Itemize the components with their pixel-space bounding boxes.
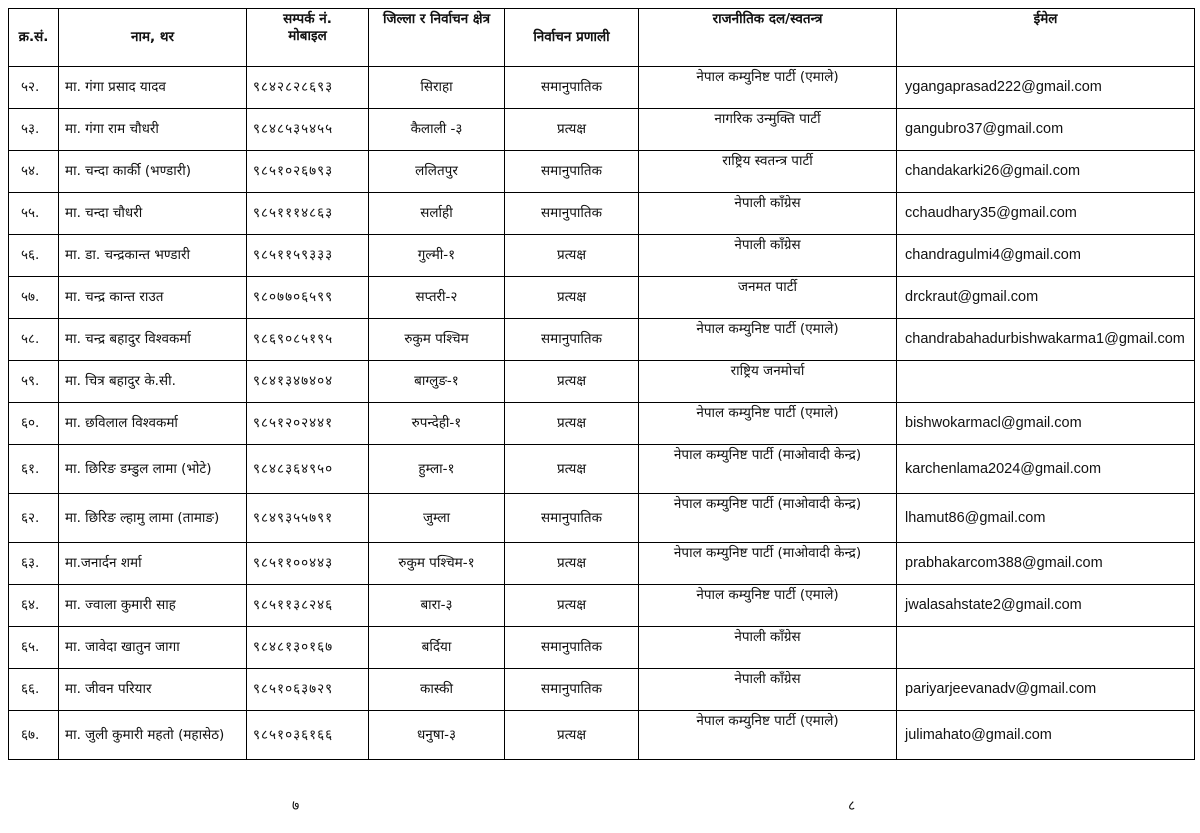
election-system-cell: समानुपातिक <box>505 494 639 543</box>
serial-cell: ६७. <box>9 711 59 760</box>
name-cell: मा. छिरिङ ल्हामु लामा (तामाङ) <box>59 494 247 543</box>
header-serial: क्र.सं. <box>9 9 59 67</box>
email-cell: julimahato@gmail.com <box>897 711 1195 760</box>
email-cell: chandakarki26@gmail.com <box>897 151 1195 193</box>
district-cell: रुकुम पश्चिम <box>369 319 505 361</box>
phone-cell: ९८५११००४४३ <box>247 543 369 585</box>
election-system-cell: प्रत्यक्ष <box>505 445 639 494</box>
district-cell: कैलाली -३ <box>369 109 505 151</box>
serial-cell: ५६. <box>9 235 59 277</box>
table-body <box>9 67 1195 760</box>
party-cell: नेपाल कम्युनिष्ट पार्टी (माओवादी केन्द्र) <box>639 543 897 585</box>
email-cell: bishwokarmacl@gmail.com <box>897 403 1195 445</box>
party-cell: नेपाल कम्युनिष्ट पार्टी (माओवादी केन्द्र) <box>639 445 897 494</box>
table-row <box>9 445 1195 494</box>
header-contact-line1: सम्पर्क नं. <box>283 11 332 27</box>
party-cell: नेपाल कम्युनिष्ट पार्टी (एमाले) <box>639 67 897 109</box>
phone-cell: ९८६९०८५१९५ <box>247 319 369 361</box>
serial-cell: ५८. <box>9 319 59 361</box>
name-cell: मा. गंगा राम चौधरी <box>59 109 247 151</box>
header-party: राजनीतिक दल/स्वतन्त्र <box>639 9 897 67</box>
email-cell: karchenlama2024@gmail.com <box>897 445 1195 494</box>
table-row <box>9 67 1195 109</box>
election-system-cell: समानुपातिक <box>505 669 639 711</box>
district-cell: हुम्ला-१ <box>369 445 505 494</box>
district-cell: गुल्मी-१ <box>369 235 505 277</box>
serial-cell: ६४. <box>9 585 59 627</box>
name-cell: मा. जावेदा खातुन जागा <box>59 627 247 669</box>
name-cell: मा. चित्र बहादुर के.सी. <box>59 361 247 403</box>
party-cell: नेपाल कम्युनिष्ट पार्टी (एमाले) <box>639 585 897 627</box>
party-cell: नेपाल कम्युनिष्ट पार्टी (एमाले) <box>639 403 897 445</box>
table-row <box>9 361 1195 403</box>
name-cell: मा. चन्द्र कान्त राउत <box>59 277 247 319</box>
email-cell: gangubro37@gmail.com <box>897 109 1195 151</box>
email-cell: drckraut@gmail.com <box>897 277 1195 319</box>
email-cell <box>897 361 1195 403</box>
serial-cell: ६३. <box>9 543 59 585</box>
district-cell: सर्लाही <box>369 193 505 235</box>
email-cell <box>897 627 1195 669</box>
email-cell: jwalasahstate2@gmail.com <box>897 585 1195 627</box>
table-row <box>9 319 1195 361</box>
election-system-cell: प्रत्यक्ष <box>505 109 639 151</box>
table-row <box>9 494 1195 543</box>
serial-cell: ५२. <box>9 67 59 109</box>
phone-cell: ९८४१३४७४०४ <box>247 361 369 403</box>
district-cell: रुकुम पश्चिम-१ <box>369 543 505 585</box>
phone-cell: ९८०७७०६५९९ <box>247 277 369 319</box>
table-row <box>9 151 1195 193</box>
election-system-cell: प्रत्यक्ष <box>505 403 639 445</box>
name-cell: मा. छिरिङ डम्डुल लामा (भोटे) <box>59 445 247 494</box>
email-cell: lhamut86@gmail.com <box>897 494 1195 543</box>
phone-cell: ९८४८५३५४५५ <box>247 109 369 151</box>
district-cell: सिराहा <box>369 67 505 109</box>
phone-cell: ९८५११५९३३३ <box>247 235 369 277</box>
election-system-cell: समानुपातिक <box>505 151 639 193</box>
name-cell: मा. डा. चन्द्रकान्त भण्डारी <box>59 235 247 277</box>
table-row <box>9 543 1195 585</box>
email-cell: ygangaprasad222@gmail.com <box>897 67 1195 109</box>
table-row <box>9 627 1195 669</box>
district-cell: ललितपुर <box>369 151 505 193</box>
district-cell: बारा-३ <box>369 585 505 627</box>
header-contact <box>247 9 369 67</box>
party-cell: जनमत पार्टी <box>639 277 897 319</box>
table-row <box>9 109 1195 151</box>
members-table <box>8 8 1195 760</box>
members-contact-sheet <box>8 8 1195 760</box>
name-cell: मा. छविलाल विश्वकर्मा <box>59 403 247 445</box>
header-row <box>9 9 1195 67</box>
party-cell: नेपाल कम्युनिष्ट पार्टी (एमाले) <box>639 319 897 361</box>
page-number-right: ८ <box>848 798 856 814</box>
email-cell: chandragulmi4@gmail.com <box>897 235 1195 277</box>
election-system-cell: प्रत्यक्ष <box>505 711 639 760</box>
serial-cell: ६०. <box>9 403 59 445</box>
phone-cell: ९८५१२०२४४१ <box>247 403 369 445</box>
name-cell: मा. चन्द्र बहादुर विश्वकर्मा <box>59 319 247 361</box>
table-row <box>9 669 1195 711</box>
party-cell: राष्ट्रिय जनमोर्चा <box>639 361 897 403</box>
election-system-cell: समानुपातिक <box>505 193 639 235</box>
party-cell: नेपाल कम्युनिष्ट पार्टी (एमाले) <box>639 711 897 760</box>
district-cell: कास्की <box>369 669 505 711</box>
election-system-cell: समानुपातिक <box>505 67 639 109</box>
name-cell: मा.जनार्दन शर्मा <box>59 543 247 585</box>
district-cell: रुपन्देही-१ <box>369 403 505 445</box>
table-row <box>9 235 1195 277</box>
party-cell: राष्ट्रिय स्वतन्त्र पार्टी <box>639 151 897 193</box>
party-cell: नेपाल कम्युनिष्ट पार्टी (माओवादी केन्द्र) <box>639 494 897 543</box>
district-cell: बाग्लुङ-१ <box>369 361 505 403</box>
header-district: जिल्ला र निर्वाचन क्षेत्र <box>369 9 505 67</box>
party-cell: नेपाली काँग्रेस <box>639 669 897 711</box>
header-contact-line2: मोबाइल <box>288 28 327 44</box>
election-system-cell: प्रत्यक्ष <box>505 543 639 585</box>
district-cell: धनुषा-३ <box>369 711 505 760</box>
table-row <box>9 403 1195 445</box>
name-cell: मा. जीवन परियार <box>59 669 247 711</box>
email-cell: prabhakarcom388@gmail.com <box>897 543 1195 585</box>
district-cell: बर्दिया <box>369 627 505 669</box>
table-header <box>9 9 1195 67</box>
email-cell: chandrabahadurbishwakarma1@gmail.com <box>897 319 1195 361</box>
party-cell: नागरिक उन्मुक्ति पार्टी <box>639 109 897 151</box>
election-system-cell: समानुपातिक <box>505 627 639 669</box>
phone-cell: ९८५११३८२४६ <box>247 585 369 627</box>
serial-cell: ५५. <box>9 193 59 235</box>
serial-cell: ५४. <box>9 151 59 193</box>
phone-cell: ९८५१०३६१६६ <box>247 711 369 760</box>
name-cell: मा. ज्वाला कुमारी साह <box>59 585 247 627</box>
district-cell: जुम्ला <box>369 494 505 543</box>
election-system-cell: समानुपातिक <box>505 319 639 361</box>
election-system-cell: प्रत्यक्ष <box>505 235 639 277</box>
phone-cell: ९८४८१३०१६७ <box>247 627 369 669</box>
header-election-system: निर्वाचन प्रणाली <box>505 9 639 67</box>
phone-cell: ९८४८३६४९५० <box>247 445 369 494</box>
name-cell: मा. गंगा प्रसाद यादव <box>59 67 247 109</box>
election-system-cell: प्रत्यक्ष <box>505 277 639 319</box>
serial-cell: ५७. <box>9 277 59 319</box>
table-row <box>9 711 1195 760</box>
serial-cell: ६६. <box>9 669 59 711</box>
election-system-cell: प्रत्यक्ष <box>505 361 639 403</box>
table-row <box>9 193 1195 235</box>
name-cell: मा. चन्दा कार्की (भण्डारी) <box>59 151 247 193</box>
phone-cell: ९८५१०६३७२९ <box>247 669 369 711</box>
district-cell: सप्तरी-२ <box>369 277 505 319</box>
header-name: नाम, थर <box>59 9 247 67</box>
page-number-left: ७ <box>292 798 300 814</box>
party-cell: नेपाली काँग्रेस <box>639 235 897 277</box>
party-cell: नेपाली काँग्रेस <box>639 193 897 235</box>
phone-cell: ९८५१०२६७९३ <box>247 151 369 193</box>
serial-cell: ६२. <box>9 494 59 543</box>
serial-cell: ५३. <box>9 109 59 151</box>
phone-cell: ९८४२८२८६९३ <box>247 67 369 109</box>
party-cell: नेपाली काँग्रेस <box>639 627 897 669</box>
header-email: ईमेल <box>897 9 1195 67</box>
phone-cell: ९८५१११४८६३ <box>247 193 369 235</box>
email-cell: pariyarjeevanadv@gmail.com <box>897 669 1195 711</box>
table-row <box>9 277 1195 319</box>
table-row <box>9 585 1195 627</box>
name-cell: मा. चन्दा चौधरी <box>59 193 247 235</box>
email-cell: cchaudhary35@gmail.com <box>897 193 1195 235</box>
serial-cell: ६१. <box>9 445 59 494</box>
election-system-cell: प्रत्यक्ष <box>505 585 639 627</box>
serial-cell: ६५. <box>9 627 59 669</box>
name-cell: मा. जुली कुमारी महतो (महासेठ) <box>59 711 247 760</box>
serial-cell: ५९. <box>9 361 59 403</box>
phone-cell: ९८४९३५५७९१ <box>247 494 369 543</box>
